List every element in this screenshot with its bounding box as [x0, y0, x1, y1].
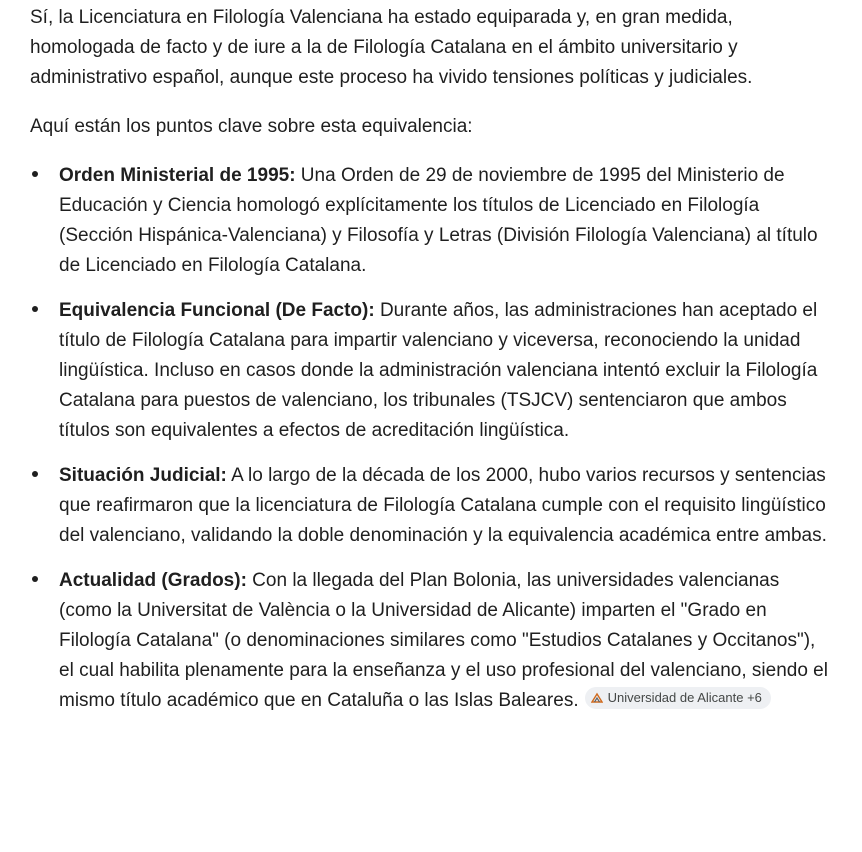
- source-chip[interactable]: [585, 687, 771, 709]
- point-title: Orden Ministerial de 1995:: [59, 165, 296, 186]
- point-text: Durante años, las administraciones han aceptado el título de Filología Catalana para impartir valenciano y viceversa, reconociendo la unidad lingüística. Incluso en casos donde la administración valenciana intentó excluir la Filología Catalana para puestos de valenciano, los tribunales (TSJCV) sentenciaron que ambos títulos son equivalentes a efectos de acreditación lingüística.: [59, 300, 818, 441]
- bullet-icon: [30, 566, 59, 596]
- key-points-list: [30, 161, 830, 716]
- list-item: [30, 161, 830, 281]
- university-logo-icon: [591, 692, 603, 704]
- point-text: Una Orden de 29 de noviembre de 1995 del Ministerio de Educación y Ciencia homologó explícitamente los títulos de Licenciado en Filología (Sección Hispánica-Valenciana) y Filosofía y Letras (División Filología Valenciana) al título de Licenciado en Filología Catalana.: [59, 165, 818, 276]
- point-title: Situación Judicial:: [59, 465, 227, 486]
- bullet-icon: [30, 161, 59, 191]
- point-title: Actualidad (Grados):: [59, 570, 247, 591]
- bullet-icon: [30, 461, 59, 491]
- list-item: [30, 461, 830, 551]
- list-item: [30, 566, 830, 716]
- bullet-icon: [30, 296, 59, 326]
- intro-paragraph: Sí, la Licenciatura en Filología Valenciana ha estado equiparada y, en gran medida, homologada de facto y de iure a la de Filología Catalana en el ámbito universitario y administrativo español, aunque este proceso ha vivido tensiones políticas y judiciales.: [30, 7, 753, 88]
- lead-paragraph: Aquí están los puntos clave sobre esta equivalencia:: [30, 116, 473, 137]
- point-text: Con la llegada del Plan Bolonia, las universidades valencianas (como la Universitat de València o la Universidad de Alicante) imparten el "Grado en Filología Catalana" (o denominaciones similares como "Estudios Catalanes y Occitanos"), el cual habilita plenamente para la enseñanza y el uso profesional del valenciano, siendo el mismo título académico que en Cataluña o las Islas Baleares.: [59, 570, 828, 711]
- point-text: A lo largo de la década de los 2000, hubo varios recursos y sentencias que reafirmaron que la licenciatura de Filología Catalana cumple con el requisito lingüístico del valenciano, validando la doble denominación y la equivalencia académica entre ambas.: [59, 465, 827, 546]
- list-item: [30, 296, 830, 446]
- source-chip-label: Universidad de Alicante +6: [607, 690, 762, 705]
- point-title: Equivalencia Funcional (De Facto):: [59, 300, 375, 321]
